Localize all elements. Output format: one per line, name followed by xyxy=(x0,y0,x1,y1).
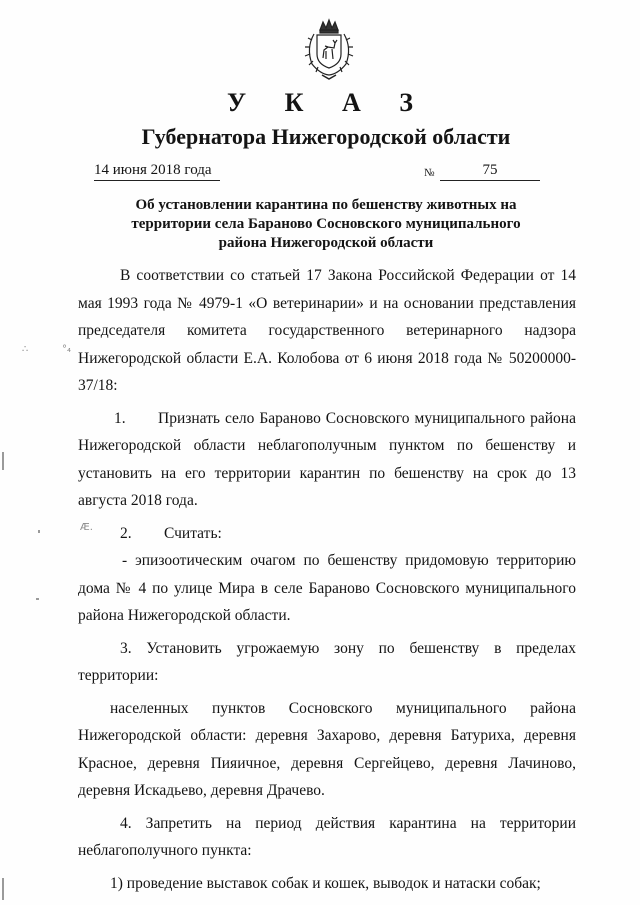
item-2-number: 2. xyxy=(120,524,132,542)
decree-title: У К А З xyxy=(227,88,429,117)
item-2-paragraph xyxy=(78,520,576,548)
issuer-title: Губернатора Нижегородской области xyxy=(141,124,511,149)
item-1-paragraph xyxy=(78,405,576,515)
scan-edge-mark xyxy=(2,452,4,470)
subject-line: территории села Бараново Сосновского муниципального xyxy=(131,216,521,232)
scan-edge-mark xyxy=(38,530,40,533)
number-label: № xyxy=(424,167,435,179)
decree-date: 14 июня 2018 года xyxy=(94,162,220,181)
item-3-subparagraph: населенных пунктов Сосновского муниципального района Нижегородской области: деревня Захарово, деревня Батуриха, деревня Красное, деревня Пияичное, деревня Сергейцево, деревня Лачиново, деревня Искадьево, деревня Драчево. xyxy=(78,699,576,799)
subject-line: Об установлении карантина по бешенству животных на xyxy=(135,197,517,213)
decree-body xyxy=(78,262,576,897)
scan-smudge: ∴ xyxy=(22,344,29,355)
decree-number: 75 xyxy=(440,162,540,181)
subject-line: района Нижегородской области xyxy=(218,235,434,251)
scan-edge-mark xyxy=(2,878,4,900)
item-4-subitem-1: 1) проведение выставок собак и кошек, выводок и натаски собак; xyxy=(110,874,541,892)
scan-smudge: Æ. xyxy=(80,522,93,533)
item-2-text: Считать: xyxy=(164,524,222,542)
coat-of-arms-emblem xyxy=(298,18,360,82)
decree-subject xyxy=(100,196,552,253)
item-3-paragraph: 3. Установить угрожаемую зону по бешенству в пределах территории: xyxy=(78,639,576,684)
item-2-subparagraph: - эпизоотическим очагом по бешенству придомовую территорию дома № 4 по улице Мира в селе Бараново Сосновского муниципального района Нижегородской области. xyxy=(78,552,576,624)
scan-smudge: °₄ xyxy=(62,344,72,355)
item-1-text: Признать село Бараново Сосновского муниципального района Нижегородской области неблагополучным пунктом по бешенству и установить на его территории карантин по бешенству на срок до 13 августа 2018 года. xyxy=(78,409,576,509)
scan-edge-mark xyxy=(36,598,39,600)
preamble-paragraph: В соответствии со статьей 17 Закона Российской Федерации от 14 мая 1993 года № 4979-1 «О ветеринарии» и на основании представления председателя комитета государственного ветеринарного надзора Нижегородской области Е.А. Колобова от 6 июня 2018 года № 50200000-37/18: xyxy=(78,267,576,394)
item-4-paragraph: 4. Запретить на период действия карантина на территории неблагополучного пункта: xyxy=(78,814,576,859)
item-1-number: 1. xyxy=(114,409,126,427)
